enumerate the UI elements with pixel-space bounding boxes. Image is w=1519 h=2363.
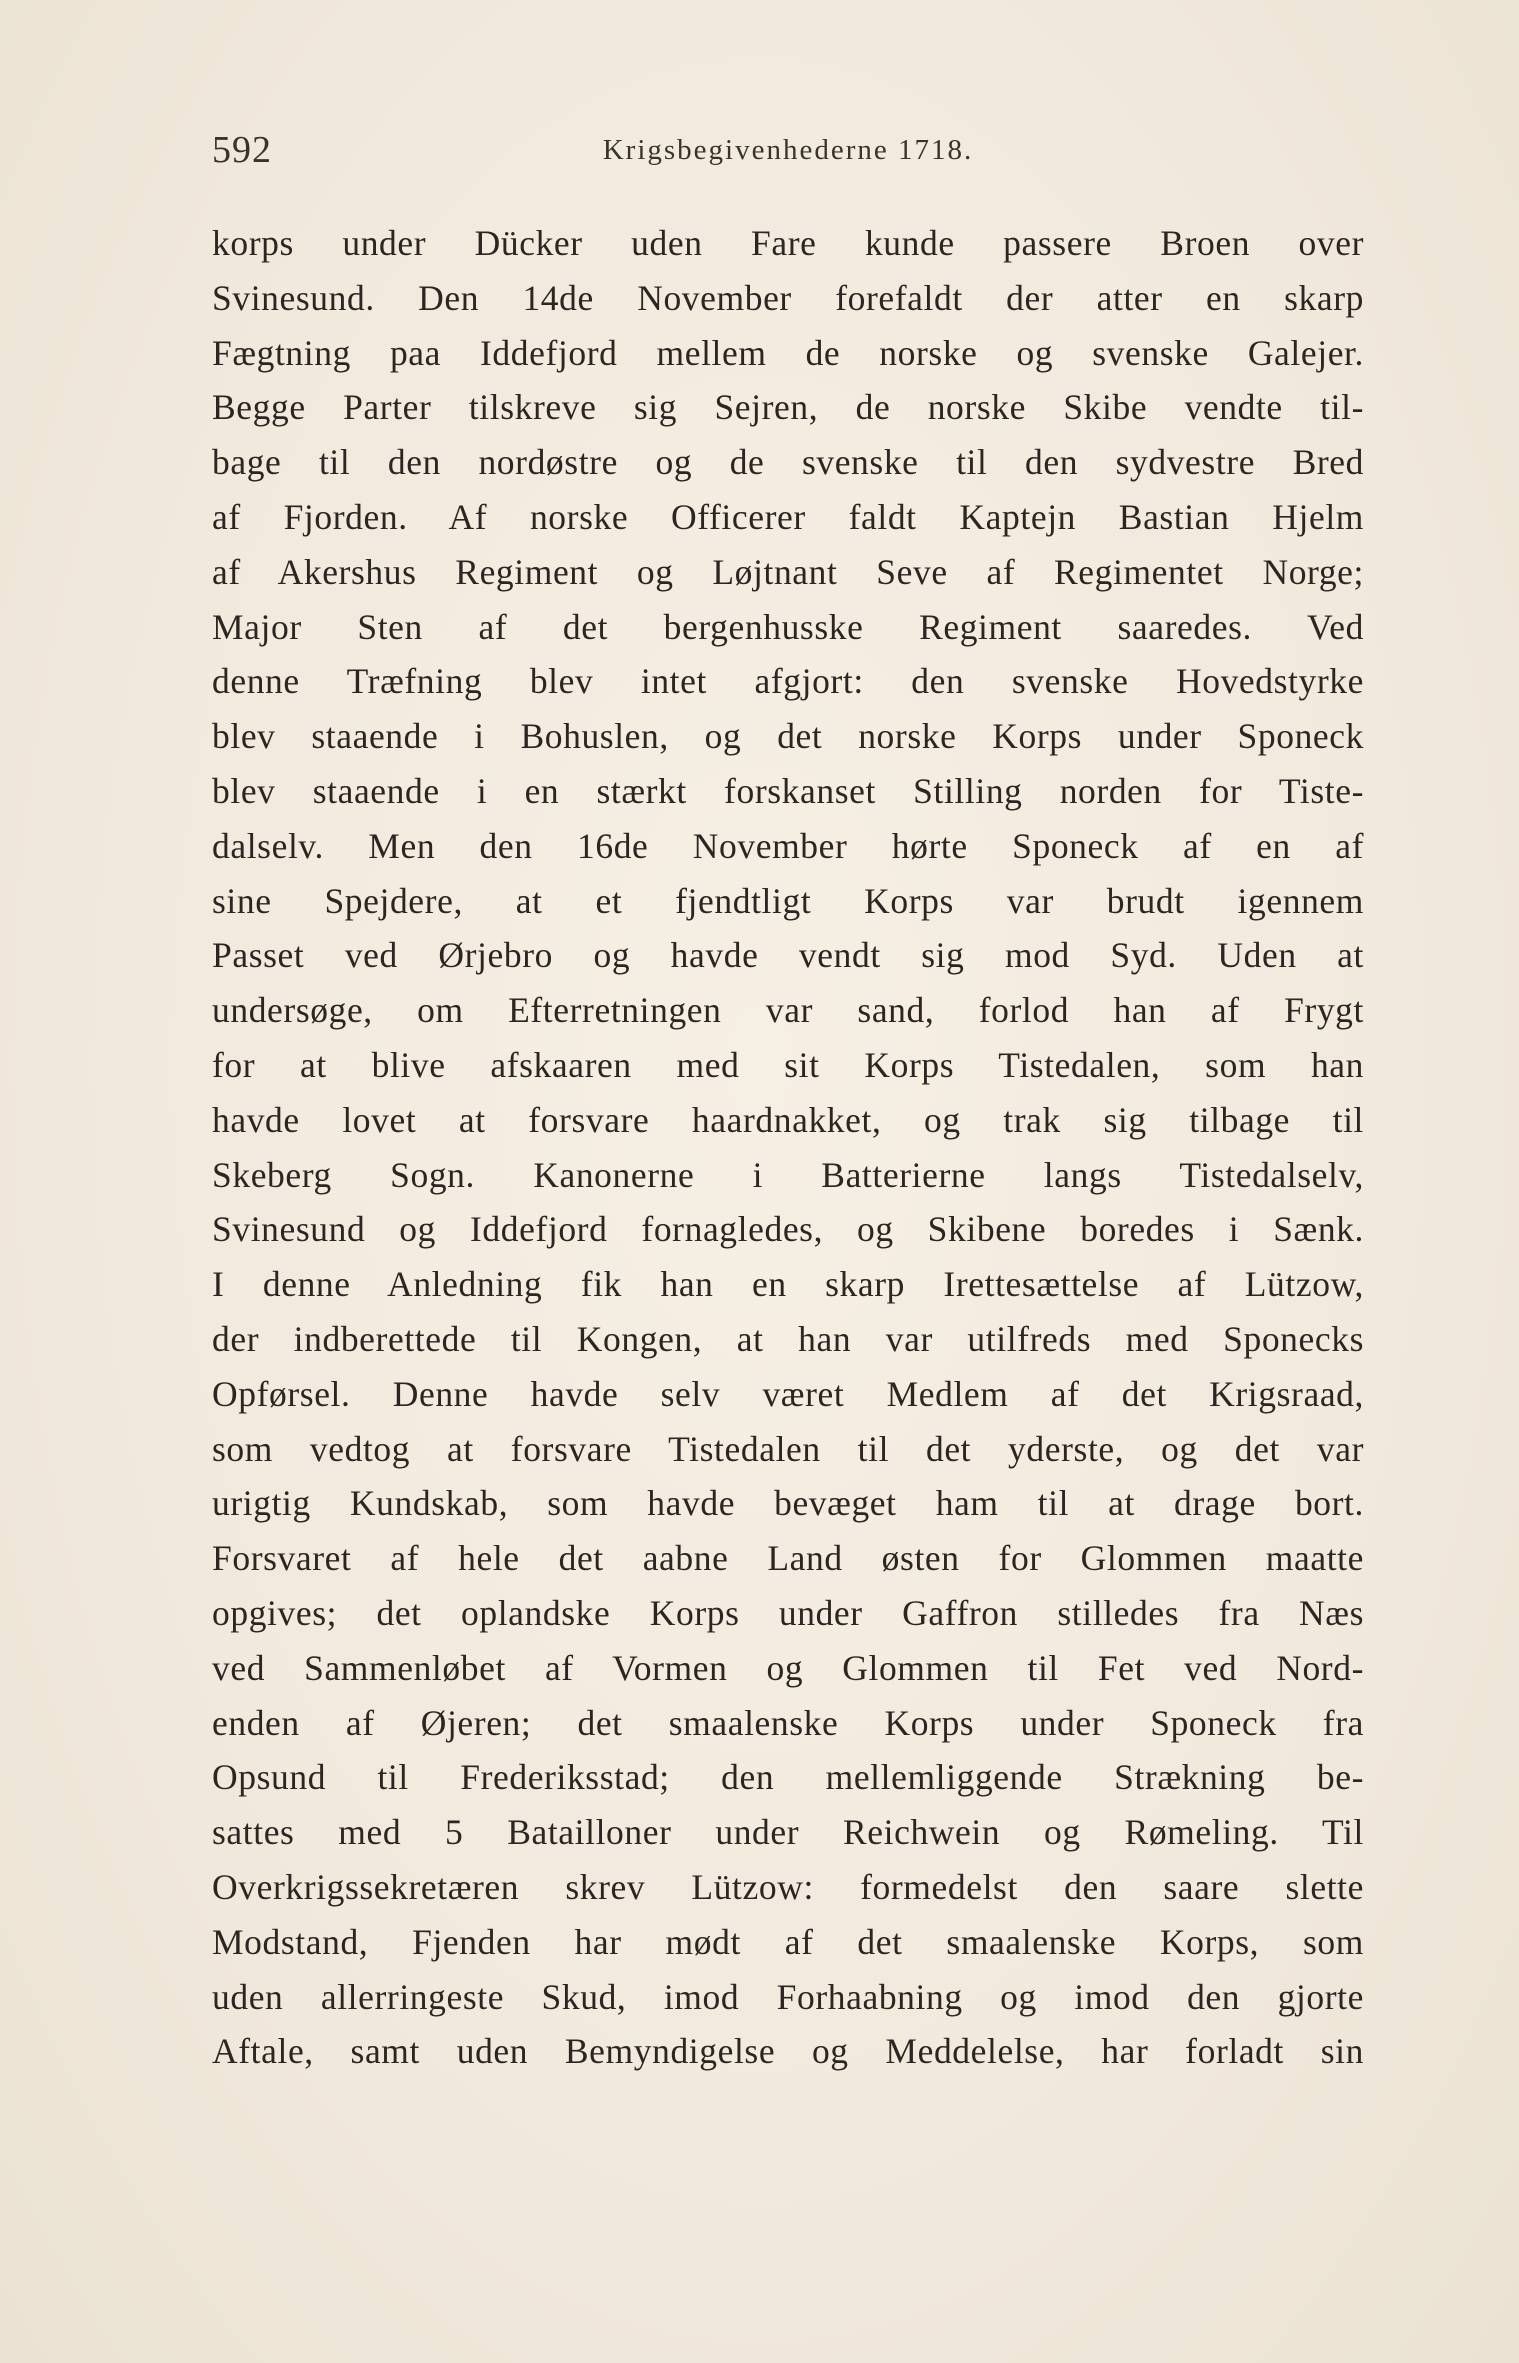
text-line: I denne Anledning fik han en skarp Irettesættelse af Lützow,: [212, 1264, 1364, 1305]
text-line: blev staaende i Bohuslen, og det norske Korps under Sponeck: [212, 716, 1364, 757]
text-line: Opførsel. Denne havde selv været Medlem af det Krigsraad,: [212, 1373, 1364, 1414]
text-line: Begge Parter tilskreve sig Sejren, de norske Skibe vendte til-: [212, 387, 1364, 428]
text-line: havde lovet at forsvare haardnakket, og trak sig tilbage til: [212, 1099, 1364, 1140]
text-line: ved Sammenløbet af Vormen og Glommen til Fet ved Nord-: [212, 1647, 1364, 1688]
running-title: Krigsbegivenhederne 1718.: [602, 134, 974, 166]
text-line: undersøge, om Efterretningen var sand, forlod han af Frygt: [212, 990, 1364, 1031]
text-line: Forsvaret af hele det aabne Land østen for Glommen maatte: [212, 1538, 1364, 1579]
text-line: Fægtning paa Iddefjord mellem de norske og svenske Galejer.: [212, 332, 1364, 373]
text-line: denne Træfning blev intet afgjort: den svenske Hovedstyrke: [212, 661, 1364, 702]
text-line: Opsund til Frederiksstad; den mellemliggende Strækning be-: [212, 1757, 1364, 1798]
text-line: af Akershus Regiment og Løjtnant Seve af Regimentet Norge;: [212, 551, 1364, 592]
text-line: enden af Øjeren; det smaalenske Korps under Sponeck fra: [212, 1702, 1364, 1743]
text-line: for at blive afskaaren med sit Korps Tistedalen, som han: [212, 1044, 1364, 1085]
body-text: [212, 216, 1364, 2079]
text-line: bage til den nordøstre og de svenske til den sydvestre Bred: [212, 442, 1364, 483]
text-line: dalselv. Men den 16de November hørte Sponeck af en af: [212, 825, 1364, 866]
text-line: Skeberg Sogn. Kanonerne i Batterierne langs Tistedalselv,: [212, 1154, 1364, 1195]
text-line: af Fjorden. Af norske Officerer faldt Kaptejn Bastian Hjelm: [212, 496, 1364, 537]
text-line: Major Sten af det bergenhusske Regiment saaredes. Ved: [212, 606, 1364, 647]
text-line: Overkrigssekretæren skrev Lützow: formedelst den saare slette: [212, 1866, 1364, 1907]
text-line: urigtig Kundskab, som havde bevæget ham til at drage bort.: [212, 1483, 1364, 1524]
text-line: Passet ved Ørjebro og havde vendt sig mod Syd. Uden at: [212, 935, 1364, 976]
text-line: blev staaende i en stærkt forskanset Stilling norden for Tiste-: [212, 770, 1364, 811]
text-line: Aftale, samt uden Bemyndigelse og Meddelelse, har forladt sin: [212, 2031, 1364, 2072]
text-line: sine Spejdere, at et fjendtligt Korps var brudt igennem: [212, 880, 1364, 921]
text-line: som vedtog at forsvare Tistedalen til det yderste, og det var: [212, 1428, 1364, 1469]
text-line: der indberettede til Kongen, at han var utilfreds med Sponecks: [212, 1318, 1364, 1359]
text-line: Svinesund. Den 14de November forefaldt der atter en skarp: [212, 277, 1364, 318]
text-line: opgives; det oplandske Korps under Gaffron stilledes fra Næs: [212, 1592, 1364, 1633]
text-line: Modstand, Fjenden har mødt af det smaalenske Korps, som: [212, 1921, 1364, 1962]
text-line: korps under Dücker uden Fare kunde passere Broen over: [212, 223, 1364, 263]
text-line: Svinesund og Iddefjord fornagledes, og Skibene boredes i Sænk.: [212, 1209, 1364, 1250]
text-line: uden allerringeste Skud, imod Forhaabning og imod den gjorte: [212, 1976, 1364, 2017]
text-line: sattes med 5 Batailloner under Reichwein og Rømeling. Til: [212, 1812, 1364, 1853]
page-header: [212, 126, 1364, 174]
page-number: 592: [212, 129, 272, 171]
